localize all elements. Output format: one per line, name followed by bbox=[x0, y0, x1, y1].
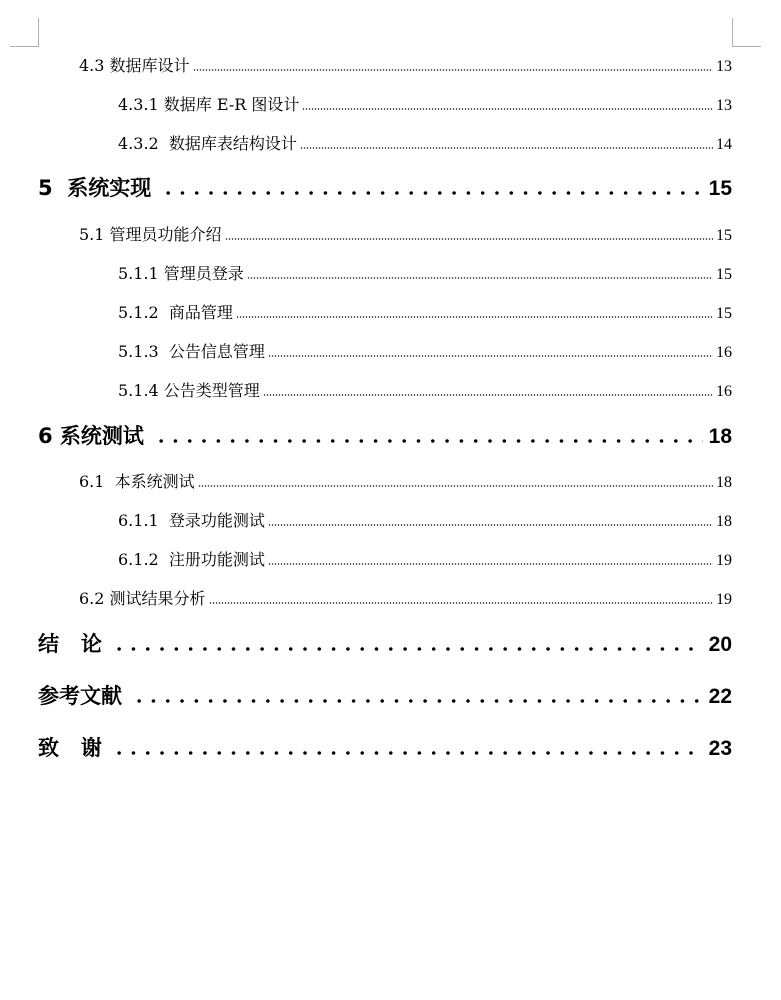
toc-entry[interactable] bbox=[118, 342, 732, 363]
toc-dot-leader bbox=[263, 394, 713, 396]
toc-dot-leader bbox=[152, 439, 703, 443]
toc-entry[interactable] bbox=[118, 264, 732, 285]
toc-dot-leader bbox=[110, 751, 703, 755]
toc-entry[interactable] bbox=[79, 225, 732, 246]
toc-entry-title: 5.1.2 商品管理 bbox=[118, 303, 233, 322]
toc-entry[interactable] bbox=[118, 303, 732, 324]
toc-entry-title: 6.1.2 注册功能测试 bbox=[118, 550, 265, 569]
toc-entry-page: 13 bbox=[716, 97, 732, 114]
toc-entry[interactable] bbox=[118, 550, 732, 571]
toc-entry[interactable] bbox=[79, 472, 732, 493]
toc-entry-title: 致 谢 bbox=[38, 736, 102, 760]
toc-dot-leader bbox=[236, 316, 713, 318]
toc-dot-leader bbox=[247, 277, 713, 279]
toc-dot-leader bbox=[300, 147, 713, 149]
toc-entry[interactable] bbox=[118, 511, 732, 532]
toc-entry-title: 4.3.2 数据库表结构设计 bbox=[118, 134, 297, 153]
toc-entry-page: 23 bbox=[708, 737, 732, 760]
toc-dot-leader bbox=[268, 524, 713, 526]
toc-entry-page: 16 bbox=[716, 344, 732, 361]
toc-entry-title: 结 论 bbox=[38, 632, 102, 656]
toc-entry-page: 15 bbox=[708, 177, 732, 200]
toc-entry-title: 6 系统测试 bbox=[38, 424, 144, 448]
toc-entry-page: 18 bbox=[708, 425, 732, 448]
toc-entry-title: 6.1.1 登录功能测试 bbox=[118, 511, 265, 530]
toc-chapter-entry[interactable] bbox=[38, 175, 732, 202]
toc-entry-title: 4.3.1 数据库 E-R 图设计 bbox=[118, 95, 300, 114]
toc-dot-leader bbox=[130, 699, 703, 703]
toc-entry[interactable] bbox=[79, 589, 732, 610]
toc-dot-leader bbox=[268, 355, 713, 357]
toc-entry-page: 19 bbox=[716, 591, 732, 608]
toc-entry-title: 4.3 数据库设计 bbox=[79, 56, 190, 75]
toc-entry-title: 6.2 测试结果分析 bbox=[79, 589, 206, 608]
toc-entry-page: 13 bbox=[716, 58, 732, 75]
toc-entry-title: 5.1 管理员功能介绍 bbox=[79, 225, 222, 244]
toc-entry[interactable] bbox=[118, 134, 732, 155]
toc-dot-leader bbox=[225, 238, 713, 240]
toc-dot-leader bbox=[110, 647, 703, 651]
toc-dot-leader bbox=[209, 602, 713, 604]
toc-chapter-entry[interactable] bbox=[38, 631, 732, 658]
toc-dot-leader bbox=[302, 108, 713, 110]
toc-entry-page: 15 bbox=[716, 266, 732, 283]
toc-dot-leader bbox=[268, 563, 713, 565]
toc-entry-page: 15 bbox=[716, 227, 732, 244]
toc-entry-page: 20 bbox=[708, 633, 732, 656]
toc-dot-leader bbox=[198, 485, 713, 487]
toc-entry-page: 16 bbox=[716, 383, 732, 400]
toc-entry[interactable] bbox=[118, 381, 732, 402]
toc-entry-page: 15 bbox=[716, 305, 732, 322]
toc-entry-title: 5.1.1 管理员登录 bbox=[118, 264, 244, 283]
toc-chapter-entry[interactable] bbox=[38, 423, 732, 450]
toc-entry-title: 5.1.4 公告类型管理 bbox=[118, 381, 260, 400]
toc-entry[interactable] bbox=[79, 56, 732, 77]
page-corner-mark-top-right bbox=[732, 18, 761, 47]
toc-entry-page: 14 bbox=[716, 136, 732, 153]
toc-chapter-entry[interactable] bbox=[38, 683, 732, 710]
toc-entry-title: 参考文献 bbox=[38, 684, 122, 708]
toc-entry-page: 18 bbox=[716, 474, 732, 491]
toc-entry-title: 5 系统实现 bbox=[38, 176, 152, 200]
toc-entry[interactable] bbox=[118, 95, 732, 116]
toc-entry-page: 18 bbox=[716, 513, 732, 530]
toc-entry-title: 5.1.3 公告信息管理 bbox=[118, 342, 265, 361]
toc-dot-leader bbox=[159, 191, 702, 195]
toc-dot-leader bbox=[193, 69, 713, 71]
toc-chapter-entry[interactable] bbox=[38, 735, 732, 762]
toc-entry-page: 22 bbox=[708, 685, 732, 708]
toc-entry-page: 19 bbox=[716, 552, 732, 569]
page-corner-mark-top-left bbox=[10, 18, 39, 47]
toc-entry-title: 6.1 本系统测试 bbox=[79, 472, 195, 491]
